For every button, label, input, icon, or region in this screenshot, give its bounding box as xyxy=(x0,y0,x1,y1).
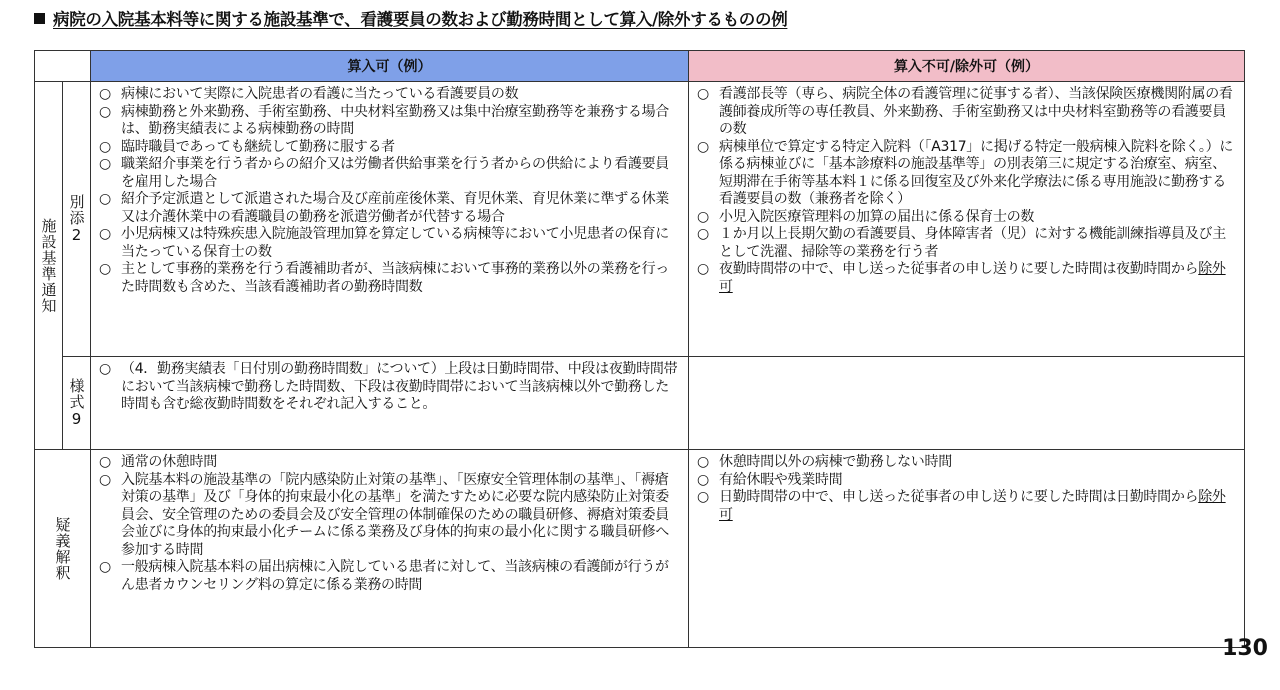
list-item-text: 小児入院医療管理料の加算の届出に係る保育士の数 xyxy=(719,208,1035,225)
list-item xyxy=(99,454,682,472)
circle-marker-icon: ○ xyxy=(99,191,111,207)
list-item-text: 入院基本料の施設基準の「院内感染防止対策の基準」、「医療安全管理体制の基準」、「褥瘡対策の基準」及び「身体的拘束最小化の基準」を満たすために必要な院内感染防止対策委員会、安全管理のための委員会及び安全管理の体制確保のための職員研修、褥瘡対策委員会並びに身体的拘束最小化チームに係る業務及び身体的拘束の最小化に関する職員研修へ参加する時間 xyxy=(121,471,669,558)
group-label-qa: 疑義解釈 xyxy=(53,516,72,581)
list-item-text: 臨時職員であっても継続して勤務に服する者 xyxy=(121,138,395,155)
list-item-text: 有給休暇や残業時間 xyxy=(719,471,843,488)
column-header-ok: 算入可（例） xyxy=(91,51,689,82)
list-item-text: （4．勤務実績表「日付別の勤務時間数」について）上段は日勤時間帯、中段は夜勤時間帯において当該病棟で勤務した時間数、下段は夜勤時間帯において当該病棟以外で勤務した時間も含む総夜勤時間数をそれぞれ記入すること。 xyxy=(121,361,678,412)
list-item xyxy=(697,261,1238,296)
circle-marker-icon: ○ xyxy=(99,156,111,172)
list-item-text: 主として事務的業務を行う看護補助者が、当該病棟において事務的業務以外の業務を行った時間数も含めた、当該看護補助者の勤務時間数 xyxy=(121,261,669,295)
list-r3-ng xyxy=(689,450,1244,528)
cell-r2-ok xyxy=(91,357,689,450)
circle-marker-icon: ○ xyxy=(99,361,111,377)
circle-marker-icon: ○ xyxy=(99,261,111,277)
list-item-text: １か月以上長期欠勤の看護要員、身体障害者（児）に対する機能訓練指導員及び主として洗濯、掃除等の業務を行う者 xyxy=(719,226,1226,260)
list-item-text: 紹介予定派遣として派遣された場合及び産前産後休業、育児休業、育児休業に準ずる休業又は介護休業中の看護職員の勤務を派遣労働者が代替する場合 xyxy=(121,191,669,225)
list-item xyxy=(99,226,682,261)
list-item-text: 病棟において実際に入院患者の看護に当たっている看護要員の数 xyxy=(121,86,519,102)
criteria-table xyxy=(34,50,1245,648)
list-item xyxy=(99,559,682,594)
circle-marker-icon: ○ xyxy=(99,138,111,155)
circle-marker-icon: ○ xyxy=(99,86,111,102)
cell-r1-ng xyxy=(689,82,1245,357)
circle-marker-icon: ○ xyxy=(697,208,709,225)
emphasis-text: 除外可 xyxy=(719,489,1226,523)
sub-label-form9: 様式9 xyxy=(67,377,86,429)
list-r3-ok xyxy=(91,450,688,598)
list-item xyxy=(99,104,682,139)
group-label-cell xyxy=(35,450,91,648)
list-r1-ok xyxy=(91,82,688,300)
list-item-text: 職業紹介事業を行う者からの紹介又は労働者供給事業を行う者からの供給により看護要員を雇用した場合 xyxy=(121,156,669,190)
circle-marker-icon: ○ xyxy=(99,559,111,575)
list-item xyxy=(99,86,682,104)
list-item xyxy=(99,156,682,191)
list-item xyxy=(99,191,682,226)
circle-marker-icon: ○ xyxy=(697,226,709,242)
page-title-text: 病院の入院基本料等に関する施設基準で、看護要員の数および勤務時間として算入/除外するものの例 xyxy=(53,10,788,29)
circle-marker-icon: ○ xyxy=(697,138,709,155)
column-header-ng: 算入不可/除外可（例） xyxy=(689,51,1245,82)
header-corner xyxy=(35,51,91,82)
sub-label-cell xyxy=(63,357,91,450)
circle-marker-icon: ○ xyxy=(697,471,709,488)
cell-r3-ng xyxy=(689,450,1245,648)
group-label-cell xyxy=(35,82,63,450)
emphasis-text: 除外可 xyxy=(719,261,1226,295)
list-item xyxy=(99,139,682,157)
list-r1-ng xyxy=(689,82,1244,300)
list-item xyxy=(99,261,682,296)
list-item-text: 日勤時間帯の中で、申し送った従事者の申し送りに要した時間は日勤時間から xyxy=(719,489,1199,505)
cell-r2-ng xyxy=(689,357,1245,450)
list-item xyxy=(99,472,682,560)
circle-marker-icon: ○ xyxy=(99,226,111,242)
list-item xyxy=(697,139,1238,209)
list-r2-ok xyxy=(91,357,688,418)
circle-marker-icon: ○ xyxy=(99,471,111,488)
circle-marker-icon: ○ xyxy=(697,261,709,277)
list-item xyxy=(697,226,1238,261)
circle-marker-icon: ○ xyxy=(697,454,709,470)
list-item xyxy=(697,472,1238,490)
list-item xyxy=(697,454,1238,472)
list-item-text: 病棟勤務と外来勤務、手術室勤務、中央材料室勤務又は集中治療室勤務等を兼務する場合は、勤務実績表による病棟勤務の時間 xyxy=(121,103,669,137)
list-item xyxy=(697,86,1238,139)
group-label-notice: 施設基準通知 xyxy=(39,217,58,314)
list-item xyxy=(99,361,682,414)
page-number: 130 xyxy=(1222,636,1268,661)
list-item-text: 通常の休憩時間 xyxy=(121,454,217,470)
cell-r1-ok xyxy=(91,82,689,357)
sub-label-annex2: 別添2 xyxy=(67,193,86,245)
list-item-text: 病棟単位で算定する特定入院料（「A317」に掲げる特定一般病棟入院料を除く。）に係る病棟並びに「基本診療料の施設基準等」の別表第三に規定する治療室、病室、短期滞在手術等基本料１に係る回復室及び外来化学療法に係る専用施設に勤務する看護要員の数（兼務者を除く） xyxy=(719,138,1234,207)
list-item-text: 夜勤時間帯の中で、申し送った従事者の申し送りに要した時間は夜勤時間から xyxy=(719,261,1199,277)
circle-marker-icon: ○ xyxy=(697,86,709,102)
square-bullet-icon xyxy=(34,13,45,24)
sub-label-cell xyxy=(63,82,91,357)
circle-marker-icon: ○ xyxy=(697,489,709,505)
list-item-text: 小児病棟又は特殊疾患入院施設管理加算を算定している病棟等において小児患者の保育に当たっている保育士の数 xyxy=(121,226,669,260)
list-item xyxy=(697,209,1238,227)
list-item-text: 休憩時間以外の病棟で勤務しない時間 xyxy=(719,454,952,470)
list-item xyxy=(697,489,1238,524)
circle-marker-icon: ○ xyxy=(99,454,111,470)
page-title xyxy=(34,6,787,30)
cell-r3-ok xyxy=(91,450,689,648)
list-item-text: 一般病棟入院基本料の届出病棟に入院している患者に対して、当該病棟の看護師が行うがん患者カウンセリング料の算定に係る業務の時間 xyxy=(121,559,669,593)
circle-marker-icon: ○ xyxy=(99,103,111,120)
list-item-text: 看護部長等（専ら、病院全体の看護管理に従事する者）、当該保険医療機関附属の看護師養成所等の専任教員、外来勤務、手術室勤務又は中央材料室勤務等の看護要員の数 xyxy=(719,86,1233,137)
